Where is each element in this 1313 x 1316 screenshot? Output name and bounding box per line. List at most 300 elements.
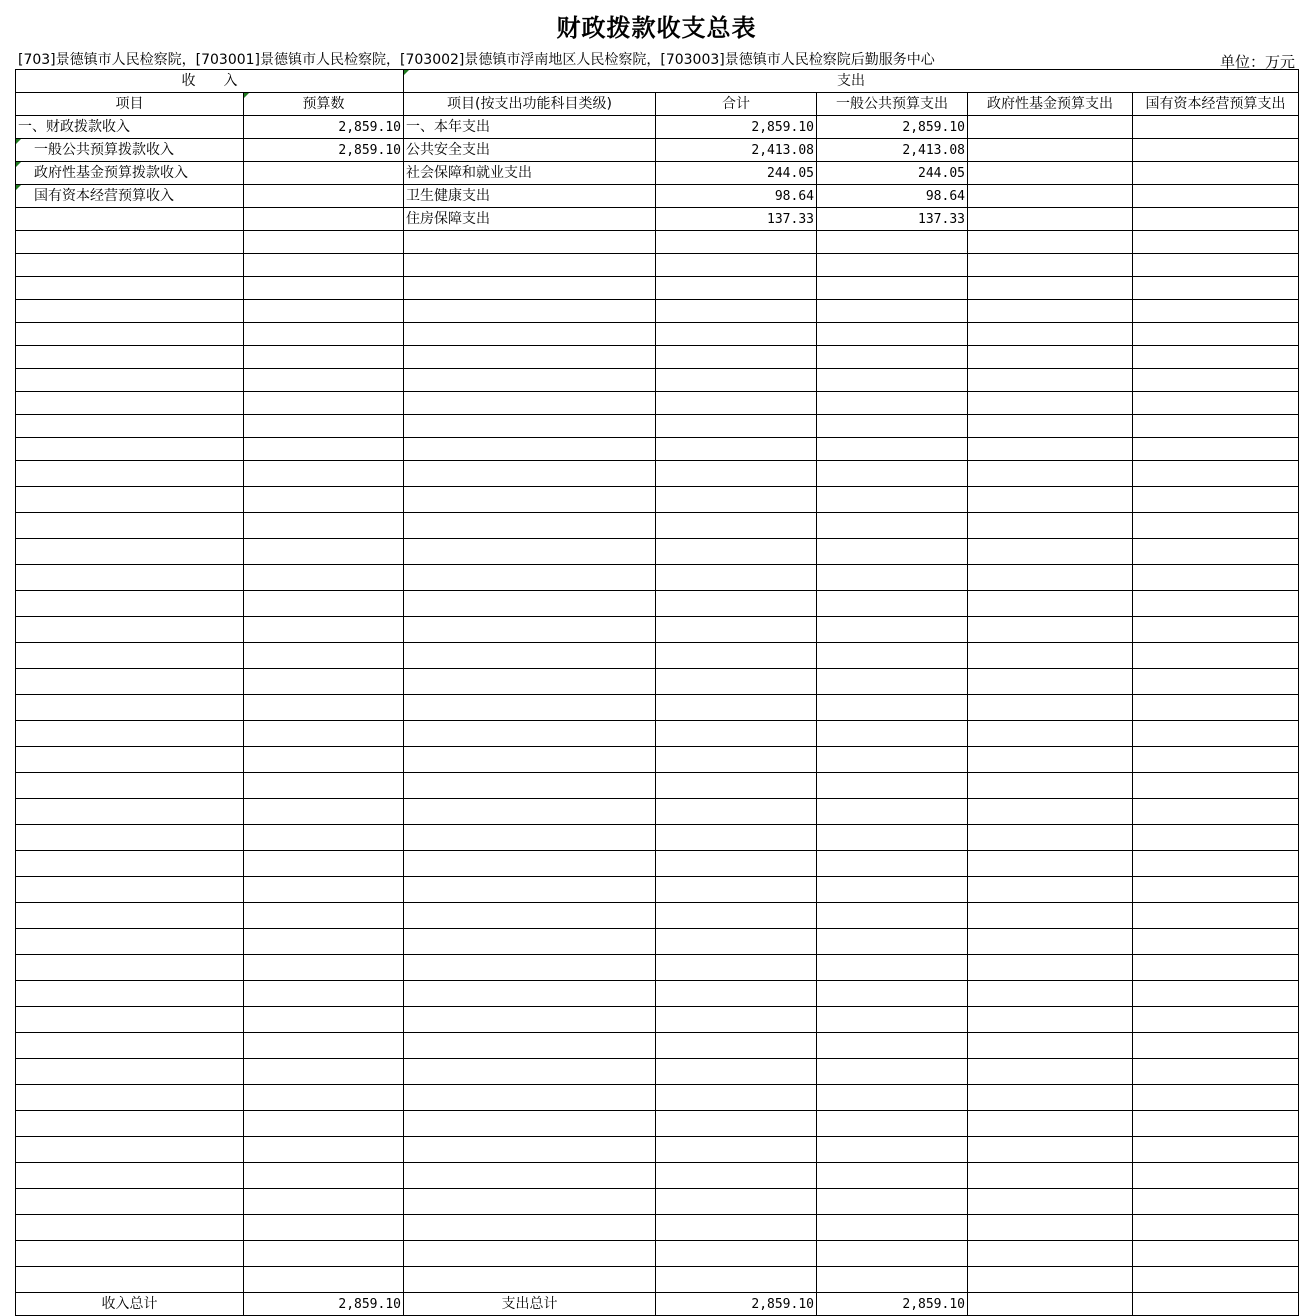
cell-expense-item (404, 231, 656, 254)
cell-general-public (817, 1085, 968, 1111)
cell-income-budget (244, 669, 404, 695)
cell-total (656, 773, 817, 799)
cell-total (656, 669, 817, 695)
cell-general-public (817, 277, 968, 300)
table-row (16, 1059, 1299, 1085)
table-row (16, 565, 1299, 591)
cell-total (656, 231, 817, 254)
cell-general-public (817, 591, 968, 617)
table-body (16, 70, 1299, 1316)
cell-general-public (817, 1033, 968, 1059)
cell-total (656, 277, 817, 300)
cell-state-capital (1133, 643, 1299, 669)
cell-total (656, 254, 817, 277)
cell-total (656, 1085, 817, 1111)
cell-income-item (16, 513, 244, 539)
cell-income-budget (244, 929, 404, 955)
cell-expense-item: 住房保障支出 (404, 208, 656, 231)
cell-total (656, 438, 817, 461)
cell-state-capital (1133, 929, 1299, 955)
cell-general-public (817, 643, 968, 669)
cell-state-capital (1133, 487, 1299, 513)
cell-expense-item (404, 300, 656, 323)
table-row (16, 1007, 1299, 1033)
cell-income-item (16, 799, 244, 825)
cell-state-capital (1133, 438, 1299, 461)
cell-gov-fund (968, 487, 1133, 513)
cell-gov-fund (968, 1189, 1133, 1215)
cell-income-item (16, 929, 244, 955)
cell-gov-fund (968, 825, 1133, 851)
cell-expense-item (404, 591, 656, 617)
cell-state-capital (1133, 825, 1299, 851)
cell-income-budget (244, 162, 404, 185)
cell-income-budget (244, 369, 404, 392)
cell-general-public (817, 1111, 968, 1137)
table-row (16, 643, 1299, 669)
cell-total (656, 851, 817, 877)
cell-income-item (16, 617, 244, 643)
cell-total (656, 461, 817, 487)
cell-total: 137.33 (656, 208, 817, 231)
cell-state-capital (1133, 747, 1299, 773)
cell-gov-fund (968, 877, 1133, 903)
cell-income-budget: 2,859.10 (244, 139, 404, 162)
cell-expense-item (404, 513, 656, 539)
income-budget-header: 预算数 (244, 93, 404, 116)
cell-gov-fund (968, 369, 1133, 392)
cell-state-capital (1133, 1137, 1299, 1163)
table-row (16, 254, 1299, 277)
cell-general-public (817, 369, 968, 392)
table-row (16, 346, 1299, 369)
cell-general-public (817, 929, 968, 955)
cell-income-budget (244, 565, 404, 591)
cell-expense-item (404, 1007, 656, 1033)
cell-gov-fund (968, 231, 1133, 254)
cell-income-budget (244, 231, 404, 254)
table-row (16, 591, 1299, 617)
cell-income-budget (244, 1059, 404, 1085)
cell-income-item (16, 851, 244, 877)
cell-income-budget (244, 277, 404, 300)
cell-income-budget (244, 643, 404, 669)
cell-income-item (16, 955, 244, 981)
cell-expense-item (404, 1137, 656, 1163)
cell-income-budget (244, 877, 404, 903)
cell-total (656, 1033, 817, 1059)
table-row (16, 747, 1299, 773)
cell-expense-item (404, 825, 656, 851)
cell-income-budget (244, 185, 404, 208)
cell-income-item (16, 1033, 244, 1059)
cell-general-public: 98.64 (817, 185, 968, 208)
cell-total (656, 643, 817, 669)
budget-table (15, 69, 1299, 1316)
cell-income-item (16, 346, 244, 369)
cell-expense-item (404, 1215, 656, 1241)
cell-income-item (16, 1111, 244, 1137)
cell-expense-item (404, 346, 656, 369)
cell-state-capital (1133, 1033, 1299, 1059)
cell-general-public: 137.33 (817, 208, 968, 231)
cell-expense-item (404, 669, 656, 695)
cell-general-public (817, 877, 968, 903)
cell-income-item (16, 695, 244, 721)
cell-state-capital (1133, 721, 1299, 747)
cell-gov-fund (968, 1007, 1133, 1033)
cell-income-item (16, 1137, 244, 1163)
cell-total (656, 929, 817, 955)
cell-expense-item: 一、本年支出 (404, 116, 656, 139)
report-title: 财政拨款收支总表 (556, 13, 757, 42)
expense-header: 支出 (404, 70, 1299, 93)
cell-expense-item (404, 539, 656, 565)
cell-income-item: 一般公共预算拨款收入 (16, 139, 244, 162)
expense-total-value: 2,859.10 (656, 1293, 817, 1316)
cell-income-item (16, 300, 244, 323)
cell-general-public (817, 346, 968, 369)
cell-expense-item (404, 617, 656, 643)
cell-expense-item (404, 415, 656, 438)
cell-total (656, 747, 817, 773)
cell-income-item (16, 415, 244, 438)
cell-expense-item (404, 799, 656, 825)
cell-income-item (16, 438, 244, 461)
cell-gov-fund (968, 1163, 1133, 1189)
cell-income-item: 一、财政拨款收入 (16, 116, 244, 139)
cell-gov-fund (968, 903, 1133, 929)
table-row (16, 1033, 1299, 1059)
cell-income-budget (244, 1085, 404, 1111)
expense-total-label: 支出总计 (404, 1293, 656, 1316)
table-row (16, 415, 1299, 438)
cell-income-budget (244, 300, 404, 323)
cell-general-public: 244.05 (817, 162, 968, 185)
table-row (16, 116, 1299, 139)
cell-income-item (16, 461, 244, 487)
cell-total (656, 825, 817, 851)
cell-gov-fund (968, 1215, 1133, 1241)
cell-income-item (16, 539, 244, 565)
cell-expense-item (404, 565, 656, 591)
cell-state-capital (1133, 231, 1299, 254)
cell-state-capital (1133, 591, 1299, 617)
cell-gov-fund (968, 591, 1133, 617)
cell-gov-fund (968, 208, 1133, 231)
cell-income-item (16, 369, 244, 392)
cell-state-capital (1133, 617, 1299, 643)
cell-expense-item (404, 1241, 656, 1267)
cell-total (656, 1163, 817, 1189)
units-line: [703]景德镇市人民检察院，[703001]景德镇市人民检察院，[703002]景德镇市浮南地区人民检察院，[703003]景德镇市人民检察院后勤服务中心 (18, 52, 935, 68)
cell-income-item (16, 591, 244, 617)
cell-total: 244.05 (656, 162, 817, 185)
cell-total (656, 955, 817, 981)
cell-income-item (16, 903, 244, 929)
cell-expense-item: 卫生健康支出 (404, 185, 656, 208)
cell-general-public (817, 438, 968, 461)
cell-expense-item (404, 438, 656, 461)
table-row (16, 1085, 1299, 1111)
cell-income-item (16, 825, 244, 851)
table-row (16, 487, 1299, 513)
cell-expense-item (404, 877, 656, 903)
table-row (16, 231, 1299, 254)
header-row-columns (16, 93, 1299, 116)
cell-state-capital (1133, 1085, 1299, 1111)
cell-expense-item (404, 981, 656, 1007)
cell-general-public (817, 721, 968, 747)
cell-income-item (16, 1215, 244, 1241)
cell-expense-item (404, 392, 656, 415)
table-row (16, 162, 1299, 185)
cell-state-capital (1133, 1163, 1299, 1189)
cell-gov-fund (968, 1111, 1133, 1137)
cell-total (656, 1007, 817, 1033)
cell-general-public (817, 669, 968, 695)
state-capital-header: 国有资本经营预算支出 (1133, 93, 1299, 116)
cell-general-public (817, 513, 968, 539)
cell-state-capital (1133, 565, 1299, 591)
cell-general-public (817, 300, 968, 323)
cell-state-capital (1133, 162, 1299, 185)
cell-income-item (16, 323, 244, 346)
cell-income-budget (244, 773, 404, 799)
cell-expense-item (404, 369, 656, 392)
cell-expense-item (404, 1189, 656, 1215)
cell-gov-fund (968, 721, 1133, 747)
cell-total (656, 799, 817, 825)
cell-expense-item (404, 695, 656, 721)
cell-expense-item (404, 1111, 656, 1137)
cell-expense-item (404, 721, 656, 747)
table-row (16, 695, 1299, 721)
cell-income-budget (244, 1111, 404, 1137)
cell-general-public: 2,413.08 (817, 139, 968, 162)
cell-gov-fund (968, 116, 1133, 139)
header-row-group (16, 70, 1299, 93)
cell-state-capital (1133, 513, 1299, 539)
table-row (16, 669, 1299, 695)
cell-income-budget (244, 415, 404, 438)
cell-income-budget (244, 1033, 404, 1059)
cell-total (656, 1189, 817, 1215)
cell-total (656, 903, 817, 929)
cell-state-capital (1133, 415, 1299, 438)
cell-gov-fund (968, 617, 1133, 643)
cell-total (656, 415, 817, 438)
cell-total (656, 695, 817, 721)
cell-total (656, 392, 817, 415)
gov-fund-header: 政府性基金预算支出 (968, 93, 1133, 116)
cell-state-capital (1133, 773, 1299, 799)
cell-gov-fund (968, 539, 1133, 565)
cell-expense-item: 公共安全支出 (404, 139, 656, 162)
cell-total (656, 369, 817, 392)
cell-total: 98.64 (656, 185, 817, 208)
table-row (16, 851, 1299, 877)
cell-income-item (16, 231, 244, 254)
cell-income-budget (244, 254, 404, 277)
cell-expense-item (404, 851, 656, 877)
cell-income-item (16, 487, 244, 513)
cell-state-capital (1133, 254, 1299, 277)
cell-income-budget (244, 1215, 404, 1241)
cell-income-item (16, 721, 244, 747)
income-total-value: 2,859.10 (244, 1293, 404, 1316)
cell-general-public (817, 1137, 968, 1163)
cell-general-public (817, 1007, 968, 1033)
table-row (16, 185, 1299, 208)
cell-state-capital (1133, 1059, 1299, 1085)
cell-general-public (817, 695, 968, 721)
cell-income-budget (244, 1241, 404, 1267)
cell-state-capital (1133, 392, 1299, 415)
cell-income-item (16, 208, 244, 231)
cell-expense-item (404, 487, 656, 513)
table-row (16, 300, 1299, 323)
cell-total (656, 1137, 817, 1163)
cell-income-budget (244, 346, 404, 369)
cell-gov-fund (968, 438, 1133, 461)
cell-total (656, 1215, 817, 1241)
cell-income-item: 国有资本经营预算收入 (16, 185, 244, 208)
cell-income-budget (244, 695, 404, 721)
table-row (16, 825, 1299, 851)
cell-gov-fund (968, 1059, 1133, 1085)
table-row (16, 539, 1299, 565)
table-row (16, 1215, 1299, 1241)
cell-general-public (817, 773, 968, 799)
cell-gov-fund (968, 415, 1133, 438)
table-row (16, 903, 1299, 929)
cell-state-capital (1133, 323, 1299, 346)
gov-fund-total-value (968, 1293, 1133, 1316)
cell-income-budget (244, 903, 404, 929)
cell-state-capital (1133, 695, 1299, 721)
cell-total (656, 1241, 817, 1267)
cell-income-budget (244, 1163, 404, 1189)
cell-general-public (817, 981, 968, 1007)
cell-expense-item (404, 929, 656, 955)
cell-general-public: 2,859.10 (817, 116, 968, 139)
cell-expense-item (404, 1085, 656, 1111)
cell-gov-fund (968, 346, 1133, 369)
cell-expense-item (404, 1059, 656, 1085)
cell-general-public (817, 323, 968, 346)
cell-gov-fund (968, 669, 1133, 695)
cell-income-budget (244, 799, 404, 825)
general-public-total-value: 2,859.10 (817, 1293, 968, 1316)
cell-total (656, 539, 817, 565)
cell-income-item: 政府性基金预算拨款收入 (16, 162, 244, 185)
cell-total (656, 346, 817, 369)
cell-income-item (16, 981, 244, 1007)
table-row (16, 369, 1299, 392)
cell-state-capital (1133, 116, 1299, 139)
cell-expense-item (404, 1163, 656, 1189)
cell-expense-item (404, 643, 656, 669)
table-row (16, 981, 1299, 1007)
cell-gov-fund (968, 929, 1133, 955)
cell-income-budget (244, 591, 404, 617)
cell-income-budget (244, 617, 404, 643)
cell-income-item (16, 877, 244, 903)
expense-item-header: 项目(按支出功能科目类级) (404, 93, 656, 116)
cell-state-capital (1133, 277, 1299, 300)
cell-income-budget (244, 1007, 404, 1033)
cell-income-item (16, 1163, 244, 1189)
cell-income-item (16, 669, 244, 695)
total-header: 合计 (656, 93, 817, 116)
cell-state-capital (1133, 981, 1299, 1007)
cell-income-item (16, 392, 244, 415)
cell-general-public (817, 392, 968, 415)
cell-state-capital (1133, 539, 1299, 565)
table-row (16, 323, 1299, 346)
cell-general-public (817, 461, 968, 487)
cell-gov-fund (968, 773, 1133, 799)
cell-state-capital (1133, 208, 1299, 231)
cell-gov-fund (968, 565, 1133, 591)
table-row (16, 277, 1299, 300)
cell-state-capital (1133, 300, 1299, 323)
cell-expense-item (404, 903, 656, 929)
footer-row (16, 1293, 1299, 1316)
cell-state-capital (1133, 877, 1299, 903)
cell-state-capital (1133, 369, 1299, 392)
table-row (16, 208, 1299, 231)
cell-gov-fund (968, 955, 1133, 981)
cell-gov-fund (968, 461, 1133, 487)
cell-income-item (16, 254, 244, 277)
table-row (16, 721, 1299, 747)
cell-gov-fund (968, 981, 1133, 1007)
cell-general-public (817, 903, 968, 929)
cell-expense-item (404, 747, 656, 773)
cell-total (656, 323, 817, 346)
unit-label: 单位：万元 (1219, 53, 1295, 71)
cell-total (656, 617, 817, 643)
cell-gov-fund (968, 139, 1133, 162)
cell-expense-item: 社会保障和就业支出 (404, 162, 656, 185)
cell-income-item (16, 1241, 244, 1267)
cell-state-capital (1133, 461, 1299, 487)
income-total-label: 收入总计 (16, 1293, 244, 1316)
cell-gov-fund (968, 643, 1133, 669)
cell-income-budget (244, 392, 404, 415)
cell-gov-fund (968, 1085, 1133, 1111)
cell-state-capital (1133, 1111, 1299, 1137)
table-row (16, 1111, 1299, 1137)
cell-expense-item (404, 1033, 656, 1059)
table-row (16, 929, 1299, 955)
cell-income-item (16, 643, 244, 669)
cell-gov-fund (968, 277, 1133, 300)
cell-general-public (817, 254, 968, 277)
cell-income-budget (244, 438, 404, 461)
cell-total (656, 487, 817, 513)
cell-income-budget (244, 721, 404, 747)
cell-general-public (817, 539, 968, 565)
cell-expense-item (404, 323, 656, 346)
cell-general-public (817, 799, 968, 825)
cell-total (656, 981, 817, 1007)
cell-income-item (16, 1007, 244, 1033)
cell-gov-fund (968, 513, 1133, 539)
cell-general-public (817, 1215, 968, 1241)
